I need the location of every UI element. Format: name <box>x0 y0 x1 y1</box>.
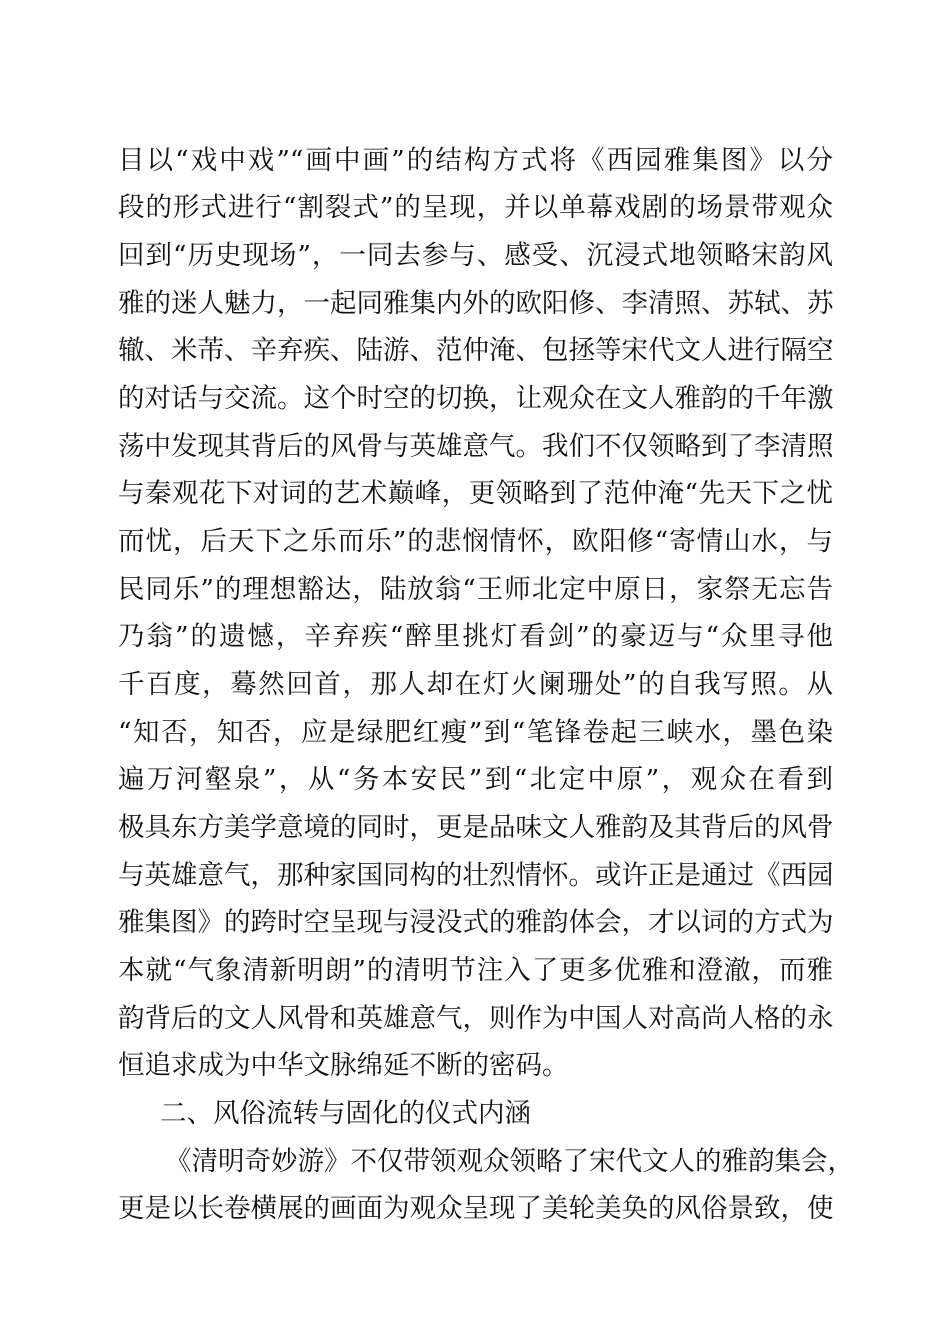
text-line: 辙、米芾、辛弃疾、陆游、范仲淹、包拯等宋代文人进行隔空 <box>118 335 834 366</box>
text-line: 更是以长卷横展的画面为观众呈现了美轮美奂的风俗景致，使 <box>118 1193 834 1224</box>
text-line: 千百度，蓦然回首，那人却在灯火阑珊处”的自我写照。从 <box>118 669 833 700</box>
text-line: 本就“气象清新明朗”的清明节注入了更多优雅和澄澈，而雅 <box>118 955 833 986</box>
text-line: 的对话与交流。这个时空的切换，让观众在文人雅韵的千年激 <box>118 383 834 414</box>
text-line: 韵背后的文人风骨和英雄意气，则作为中国人对高尚人格的永 <box>118 1003 834 1034</box>
text-line: 遍万河壑泉”，从“务本安民”到“北定中原”，观众在看到 <box>118 764 833 795</box>
text-line: 回到“历史现场”，一同去参与、感受、沉浸式地领略宋韵风 <box>118 240 833 271</box>
text-line: 与英雄意气，那种家国同构的壮烈情怀。或许正是通过《西园 <box>118 860 834 891</box>
text-line: 雅集图》的跨时空呈现与浸没式的雅韵体会，才以词的方式为 <box>118 907 834 938</box>
text-line: 目以“戏中戏”“画中画”的结构方式将《西园雅集图》以分 <box>118 145 833 176</box>
text-line: “知否，知否，应是绿肥红瘦”到“笔锋卷起三峡水，墨色染 <box>118 717 833 748</box>
text-line: 荡中发现其背后的风骨与英雄意气。我们不仅领略到了李清照 <box>118 431 834 462</box>
text-line: 极具东方美学意境的同时，更是品味文人雅韵及其背后的风骨 <box>118 812 834 843</box>
text-line: 雅的迷人魅力，一起同雅集内外的欧阳修、李清照、苏轼、苏 <box>118 288 834 319</box>
text-line: 与秦观花下对词的艺术巅峰，更领略到了范仲淹“先天下之忧 <box>118 478 833 509</box>
text-line: 乃翁”的遗憾，辛弃疾“醉里挑灯看剑”的豪迈与“众里寻他 <box>118 621 833 652</box>
text-line: 民同乐”的理想豁达，陆放翁“王师北定中原日，家祭无忘告 <box>118 574 833 605</box>
text-line: 段的形式进行“割裂式”的呈现，并以单幕戏剧的场景带观众 <box>118 192 833 223</box>
text-line: 《清明奇妙游》不仅带领观众领略了宋代文人的雅韵集会， <box>165 1146 854 1177</box>
text-line: 恒追求成为中华文脉绵延不断的密码。 <box>118 1050 569 1081</box>
text-line: 而忧，后天下之乐而乐”的悲悯情怀，欧阳修“寄情山水，与 <box>118 526 833 557</box>
section-heading: 二、风俗流转与固化的仪式内涵 <box>160 1098 531 1129</box>
